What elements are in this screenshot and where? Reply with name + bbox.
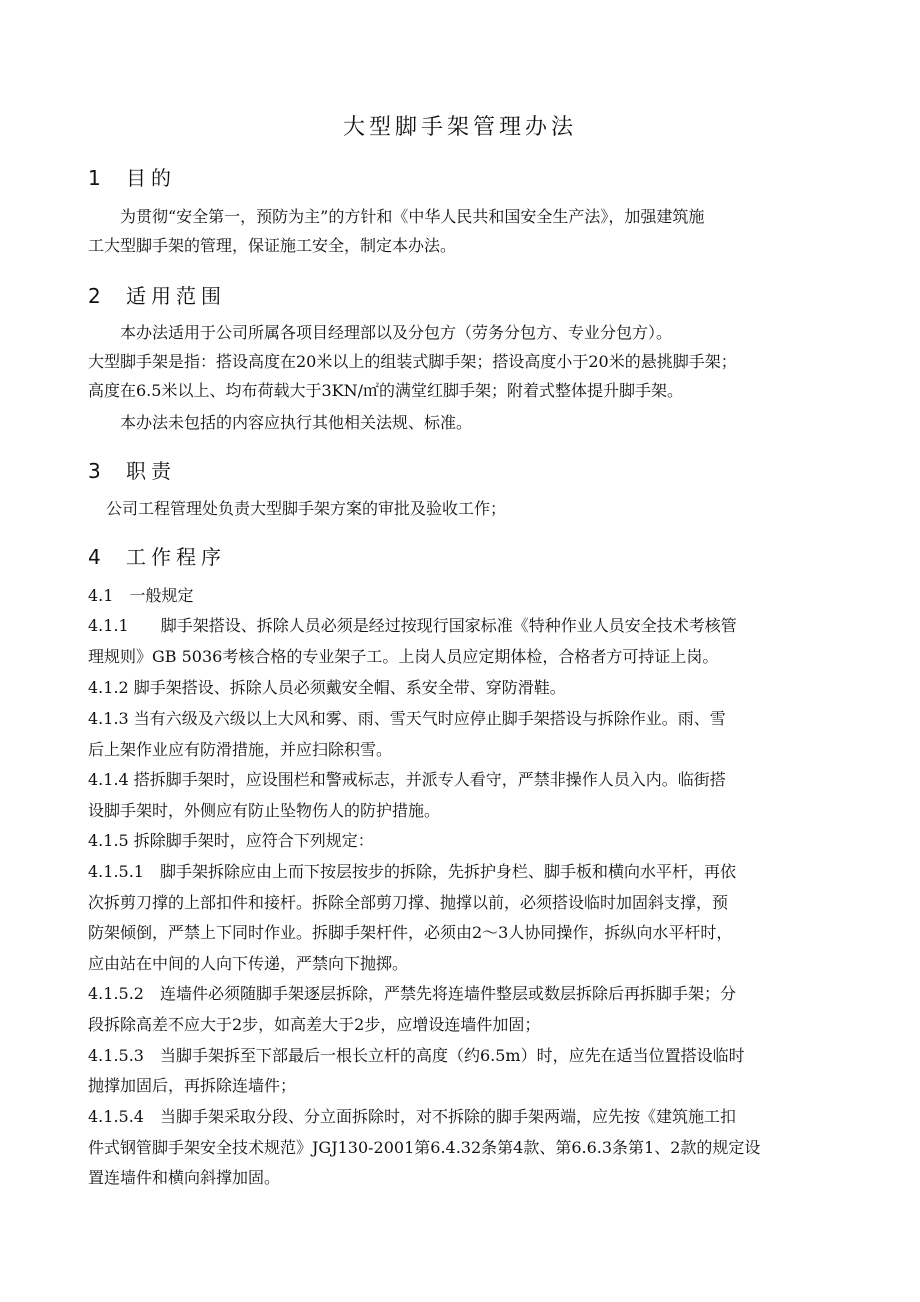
paragraph-line: 理规则》GB 5036考核合格的专业架子工。上岗人员应定期体检，合格者方可持证上岗。 [88,647,719,666]
paragraph-line: 本办法未包括的内容应执行其他相关法规、标准。 [120,413,473,432]
paragraph-line: 为贯彻“安全第一，预防为主”的方针和《中华人民共和国安全生产法》，加强建筑施 [120,207,705,226]
paragraph-line: 大型脚手架是指：搭设高度在20米以上的组装式脚手架；搭设高度小于20米的悬挑脚手架； [88,352,737,371]
paragraph-line: 4.1.4 搭拆脚手架时，应设围栏和警戒标志，并派专人看守，严禁非操作人员入内。临街搭 [88,770,726,789]
section-heading-4 [88,541,226,570]
paragraph-line: 4.1.3 当有六级及六级以上大风和雾、雨、雪天气时应停止脚手架搭设与拆除作业。雨、雪 [88,709,726,728]
section-heading-3 [88,455,176,484]
paragraph-line: 公司工程管理处负责大型脚手架方案的审批及验收工作； [106,499,507,518]
paragraph-line: 防架倾倒，严禁上下同时作业。拆脚手架杆件，必须由2～3人协同操作，拆纵向水平杆时， [88,923,733,942]
paragraph-line: 工大型脚手架的管理，保证施工安全，制定本办法。 [88,236,457,255]
section-number: 1 [88,166,101,190]
section-number: 3 [88,459,101,483]
section-number: 4 [88,545,101,569]
paragraph-line: 设脚手架时，外侧应有防止坠物伤人的防护措施。 [88,801,441,820]
paragraph-line: 4.1.5.1 脚手架拆除应由上而下按层按步的拆除，先拆护身栏、脚手板和横向水平杆，再依 [88,862,736,881]
paragraph-line: 4.1.1 脚手架搭设、拆除人员必须是经过按现行国家标准《特种作业人员安全技术考核管 [88,616,737,635]
paragraph-line: 4.1.5.3 当脚手架拆至下部最后一根长立杆的高度（约6.5m）时，应先在适当位置搭设临时 [88,1046,745,1065]
section-number: 2 [88,284,101,308]
paragraph-line: 本办法适用于公司所属各项目经理部以及分包方（劳务分包方、专业分包方）。 [120,323,673,342]
paragraph-line: 4.1.5 拆除脚手架时，应符合下列规定： [88,831,374,850]
paragraph-line: 应由站在中间的人向下传递，严禁向下抛掷。 [88,954,409,973]
section-heading-2 [88,280,226,309]
paragraph-line: 抛撑加固后，再拆除连墙件； [88,1076,297,1095]
section-heading-1 [88,162,176,191]
paragraph-line: 置连墙件和横向斜撑加固。 [88,1168,281,1187]
paragraph-line: 4.1 一般规定 [88,586,194,605]
paragraph-line: 4.1.5.2 连墙件必须随脚手架逐层拆除，严禁先将连墙件整层或数层拆除后再拆脚手架；分 [88,984,736,1003]
section-title: 适用范围 [126,284,226,308]
paragraph-line: 段拆除高差不应大于2步，如高差大于2步，应增设连墙件加固； [88,1015,541,1034]
paragraph-line: 4.1.2 脚手架搭设、拆除人员必须戴安全帽、系安全带、穿防滑鞋。 [88,678,566,697]
paragraph-line: 高度在6.5米以上、均布荷载大于3KN/㎡的满堂红脚手架；附着式整体提升脚手架。 [88,381,683,400]
section-title: 目的 [126,166,176,190]
paragraph-line: 次拆剪刀撑的上部扣件和接杆。拆除全部剪刀撑、抛撑以前，必须搭设临时加固斜支撑，预 [88,893,729,912]
document-title: 大型脚手架管理办法 [342,115,577,140]
section-title: 工作程序 [126,545,226,569]
paragraph-line: 后上架作业应有防滑措施，并应扫除积雪。 [88,740,393,759]
paragraph-line: 件式钢管脚手架安全技术规范》JGJ130-2001第6.4.32条第4款、第6.6.3条第1、2款的规定设 [88,1138,761,1157]
section-title: 职责 [126,459,176,483]
paragraph-line: 4.1.5.4 当脚手架采取分段、分立面拆除时，对不拆除的脚手架两端，应先按《建筑施工扣 [88,1107,736,1126]
